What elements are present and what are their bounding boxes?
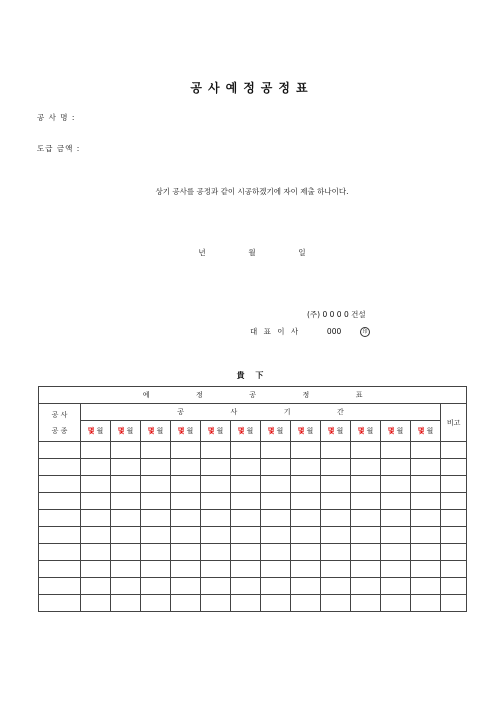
month-unit: 월 bbox=[276, 427, 284, 435]
table-cell bbox=[261, 510, 291, 527]
month-header-cell bbox=[291, 421, 321, 442]
table-cell bbox=[141, 442, 171, 459]
table-cell bbox=[111, 578, 141, 595]
table-cell bbox=[351, 459, 381, 476]
month-header-cell bbox=[81, 421, 111, 442]
table-cell bbox=[351, 578, 381, 595]
table-row bbox=[39, 493, 467, 510]
table-cell bbox=[231, 510, 261, 527]
table-cell bbox=[291, 527, 321, 544]
table-cell bbox=[381, 459, 411, 476]
table-cell bbox=[351, 493, 381, 510]
month-number: 몇 bbox=[87, 427, 95, 435]
month-header-cell bbox=[381, 421, 411, 442]
month-number: 몇 bbox=[417, 427, 425, 435]
contract-amount-label: 도급 금액 : bbox=[37, 144, 81, 153]
table-cell bbox=[141, 578, 171, 595]
table-cell bbox=[441, 544, 467, 561]
month-number: 몇 bbox=[147, 427, 155, 435]
table-cell bbox=[111, 527, 141, 544]
table-cell bbox=[81, 595, 111, 612]
table-cell bbox=[201, 544, 231, 561]
period-header bbox=[81, 404, 441, 421]
period-char: 간 bbox=[336, 408, 344, 416]
month-header-cell bbox=[141, 421, 171, 442]
table-cell bbox=[39, 561, 81, 578]
table-cell bbox=[321, 442, 351, 459]
period-char: 기 bbox=[283, 408, 291, 416]
table-cell bbox=[81, 493, 111, 510]
table-cell bbox=[81, 544, 111, 561]
table-cell bbox=[321, 476, 351, 493]
table-cell bbox=[291, 510, 321, 527]
table-cell bbox=[171, 476, 201, 493]
table-cell bbox=[411, 578, 441, 595]
table-cell bbox=[231, 493, 261, 510]
table-cell bbox=[201, 476, 231, 493]
table-cell bbox=[261, 442, 291, 459]
table-row bbox=[39, 459, 467, 476]
table-cell bbox=[171, 442, 201, 459]
table-cell bbox=[111, 459, 141, 476]
month-header-row bbox=[39, 421, 467, 442]
table-cell bbox=[111, 493, 141, 510]
table-cell bbox=[39, 476, 81, 493]
date-day: 일 bbox=[298, 248, 306, 257]
table-row bbox=[39, 510, 467, 527]
month-header-cell bbox=[261, 421, 291, 442]
table-cell bbox=[381, 476, 411, 493]
month-unit: 월 bbox=[306, 427, 314, 435]
table-cell bbox=[411, 544, 441, 561]
month-unit: 월 bbox=[216, 427, 224, 435]
table-cell bbox=[291, 595, 321, 612]
table-cell bbox=[231, 578, 261, 595]
representative-name: 000 bbox=[326, 327, 342, 336]
table-title-cell bbox=[39, 387, 467, 404]
table-cell bbox=[201, 493, 231, 510]
table-cell bbox=[39, 578, 81, 595]
table-cell bbox=[171, 459, 201, 476]
table-cell bbox=[231, 527, 261, 544]
month-header-cell bbox=[351, 421, 381, 442]
table-cell bbox=[39, 527, 81, 544]
table-cell bbox=[141, 595, 171, 612]
table-cell bbox=[81, 527, 111, 544]
table-cell bbox=[111, 561, 141, 578]
table-cell bbox=[39, 493, 81, 510]
table-cell bbox=[171, 510, 201, 527]
table-cell bbox=[261, 595, 291, 612]
table-cell bbox=[321, 493, 351, 510]
month-header-cell bbox=[411, 421, 441, 442]
company-name: (주) 0 0 0 0 건설 bbox=[307, 310, 366, 319]
month-number: 몇 bbox=[297, 427, 305, 435]
table-cell bbox=[201, 510, 231, 527]
table-cell bbox=[201, 595, 231, 612]
table-cell bbox=[411, 527, 441, 544]
table-cell bbox=[411, 442, 441, 459]
table-cell bbox=[441, 578, 467, 595]
table-cell bbox=[351, 442, 381, 459]
date-year: 년 bbox=[198, 248, 206, 257]
table-cell bbox=[291, 578, 321, 595]
table-title-char: 예 bbox=[142, 391, 150, 399]
table-cell bbox=[381, 561, 411, 578]
table-cell bbox=[141, 493, 171, 510]
month-number: 몇 bbox=[387, 427, 395, 435]
table-cell bbox=[381, 527, 411, 544]
table-cell bbox=[351, 595, 381, 612]
table-row bbox=[39, 561, 467, 578]
table-cell bbox=[39, 510, 81, 527]
table-cell bbox=[171, 493, 201, 510]
month-unit: 월 bbox=[426, 427, 434, 435]
table-cell bbox=[351, 561, 381, 578]
table-cell bbox=[321, 510, 351, 527]
month-number: 몇 bbox=[237, 427, 245, 435]
table-cell bbox=[231, 595, 261, 612]
table-cell bbox=[441, 561, 467, 578]
table-cell bbox=[111, 442, 141, 459]
table-cell bbox=[411, 493, 441, 510]
table-row bbox=[39, 442, 467, 459]
table-cell bbox=[441, 442, 467, 459]
table-cell bbox=[231, 544, 261, 561]
table-cell bbox=[321, 459, 351, 476]
period-char: 사 bbox=[230, 408, 238, 416]
schedule-table bbox=[38, 386, 467, 612]
work-type-label-line2: 공 종 bbox=[51, 426, 68, 435]
table-cell bbox=[39, 459, 81, 476]
period-char: 공 bbox=[177, 408, 185, 416]
table-cell bbox=[351, 527, 381, 544]
table-cell bbox=[231, 442, 261, 459]
table-cell bbox=[321, 527, 351, 544]
table-cell bbox=[81, 459, 111, 476]
table-cell bbox=[381, 510, 411, 527]
month-unit: 월 bbox=[96, 427, 104, 435]
table-cell bbox=[39, 544, 81, 561]
page-title: 공사예정공정표 bbox=[190, 81, 314, 95]
table-cell bbox=[351, 510, 381, 527]
work-type-label-line1: 공 사 bbox=[51, 410, 68, 419]
date-month: 월 bbox=[248, 248, 256, 257]
month-unit: 월 bbox=[186, 427, 194, 435]
table-cell bbox=[321, 544, 351, 561]
table-cell bbox=[171, 595, 201, 612]
month-number: 몇 bbox=[327, 427, 335, 435]
table-cell bbox=[231, 561, 261, 578]
table-cell bbox=[261, 459, 291, 476]
table-cell bbox=[141, 510, 171, 527]
table-cell bbox=[81, 510, 111, 527]
month-header-cell bbox=[171, 421, 201, 442]
table-cell bbox=[171, 578, 201, 595]
table-cell bbox=[381, 442, 411, 459]
representative-label: 대 표 이 사 bbox=[250, 327, 301, 336]
table-row bbox=[39, 595, 467, 612]
table-cell bbox=[351, 544, 381, 561]
table-cell bbox=[441, 493, 467, 510]
month-unit: 월 bbox=[126, 427, 134, 435]
table-cell bbox=[321, 595, 351, 612]
month-unit: 월 bbox=[396, 427, 404, 435]
table-cell bbox=[231, 459, 261, 476]
table-cell bbox=[291, 561, 321, 578]
table-cell bbox=[201, 459, 231, 476]
table-cell bbox=[231, 476, 261, 493]
table-title-char: 정 bbox=[302, 391, 310, 399]
table-cell bbox=[111, 510, 141, 527]
table-title-char: 공 bbox=[249, 391, 256, 399]
table-cell bbox=[261, 527, 291, 544]
table-cell bbox=[171, 527, 201, 544]
month-header-cell bbox=[111, 421, 141, 442]
table-cell bbox=[291, 442, 321, 459]
month-number: 몇 bbox=[207, 427, 215, 435]
table-cell bbox=[141, 459, 171, 476]
table-cell bbox=[381, 493, 411, 510]
month-unit: 월 bbox=[156, 427, 164, 435]
representative-line bbox=[250, 326, 370, 337]
month-number: 몇 bbox=[117, 427, 125, 435]
table-cell bbox=[81, 561, 111, 578]
month-number: 몇 bbox=[357, 427, 365, 435]
month-number: 몇 bbox=[267, 427, 275, 435]
project-name-label: 공 사 명 : bbox=[37, 113, 76, 122]
month-header-cell bbox=[321, 421, 351, 442]
table-cell bbox=[81, 442, 111, 459]
month-number: 몇 bbox=[177, 427, 185, 435]
month-unit: 월 bbox=[246, 427, 254, 435]
table-cell bbox=[201, 578, 231, 595]
table-cell bbox=[441, 459, 467, 476]
month-unit: 월 bbox=[336, 427, 344, 435]
table-cell bbox=[291, 544, 321, 561]
table-cell bbox=[171, 561, 201, 578]
month-header-cell bbox=[231, 421, 261, 442]
remarks-header: 비고 bbox=[441, 404, 467, 442]
table-cell bbox=[201, 527, 231, 544]
table-cell bbox=[441, 595, 467, 612]
table-cell bbox=[291, 493, 321, 510]
table-cell bbox=[141, 544, 171, 561]
table-row bbox=[39, 578, 467, 595]
table-cell bbox=[411, 459, 441, 476]
table-cell bbox=[81, 578, 111, 595]
table-cell bbox=[111, 544, 141, 561]
table-cell bbox=[111, 476, 141, 493]
table-title-char: 표 bbox=[355, 391, 363, 399]
date-line bbox=[0, 247, 504, 258]
table-cell bbox=[411, 595, 441, 612]
table-cell bbox=[321, 561, 351, 578]
table-cell bbox=[39, 595, 81, 612]
table-cell bbox=[201, 442, 231, 459]
table-cell bbox=[261, 544, 291, 561]
table-cell bbox=[141, 561, 171, 578]
table-cell bbox=[381, 595, 411, 612]
table-cell bbox=[441, 510, 467, 527]
table-cell bbox=[321, 578, 351, 595]
table-cell bbox=[381, 578, 411, 595]
table-cell bbox=[291, 459, 321, 476]
month-unit: 월 bbox=[366, 427, 374, 435]
table-row bbox=[39, 527, 467, 544]
project-name-field bbox=[37, 112, 75, 123]
table-cell bbox=[261, 476, 291, 493]
table-cell bbox=[171, 544, 201, 561]
pledge-text: 상기 공사를 공정과 같이 시공하겠기에 자이 제출 하나이다. bbox=[155, 187, 349, 196]
table-cell bbox=[39, 442, 81, 459]
table-title-char: 정 bbox=[195, 391, 203, 399]
table-cell bbox=[441, 476, 467, 493]
table-cell bbox=[111, 595, 141, 612]
table-cell bbox=[411, 476, 441, 493]
table-cell bbox=[261, 561, 291, 578]
table-cell bbox=[441, 527, 467, 544]
table-cell bbox=[141, 527, 171, 544]
table-cell bbox=[291, 476, 321, 493]
table-cell bbox=[261, 493, 291, 510]
table-cell bbox=[141, 476, 171, 493]
month-header-cell bbox=[201, 421, 231, 442]
table-cell bbox=[381, 544, 411, 561]
table-cell bbox=[261, 578, 291, 595]
table-cell bbox=[81, 476, 111, 493]
seal-icon: 印 bbox=[360, 327, 370, 337]
table-cell bbox=[411, 561, 441, 578]
table-row bbox=[39, 544, 467, 561]
table-cell bbox=[411, 510, 441, 527]
addressee: 貴 下 bbox=[236, 371, 268, 380]
work-type-header bbox=[39, 404, 81, 442]
table-cell bbox=[201, 561, 231, 578]
contract-amount-field bbox=[37, 143, 80, 154]
table-cell bbox=[351, 476, 381, 493]
table-row bbox=[39, 476, 467, 493]
